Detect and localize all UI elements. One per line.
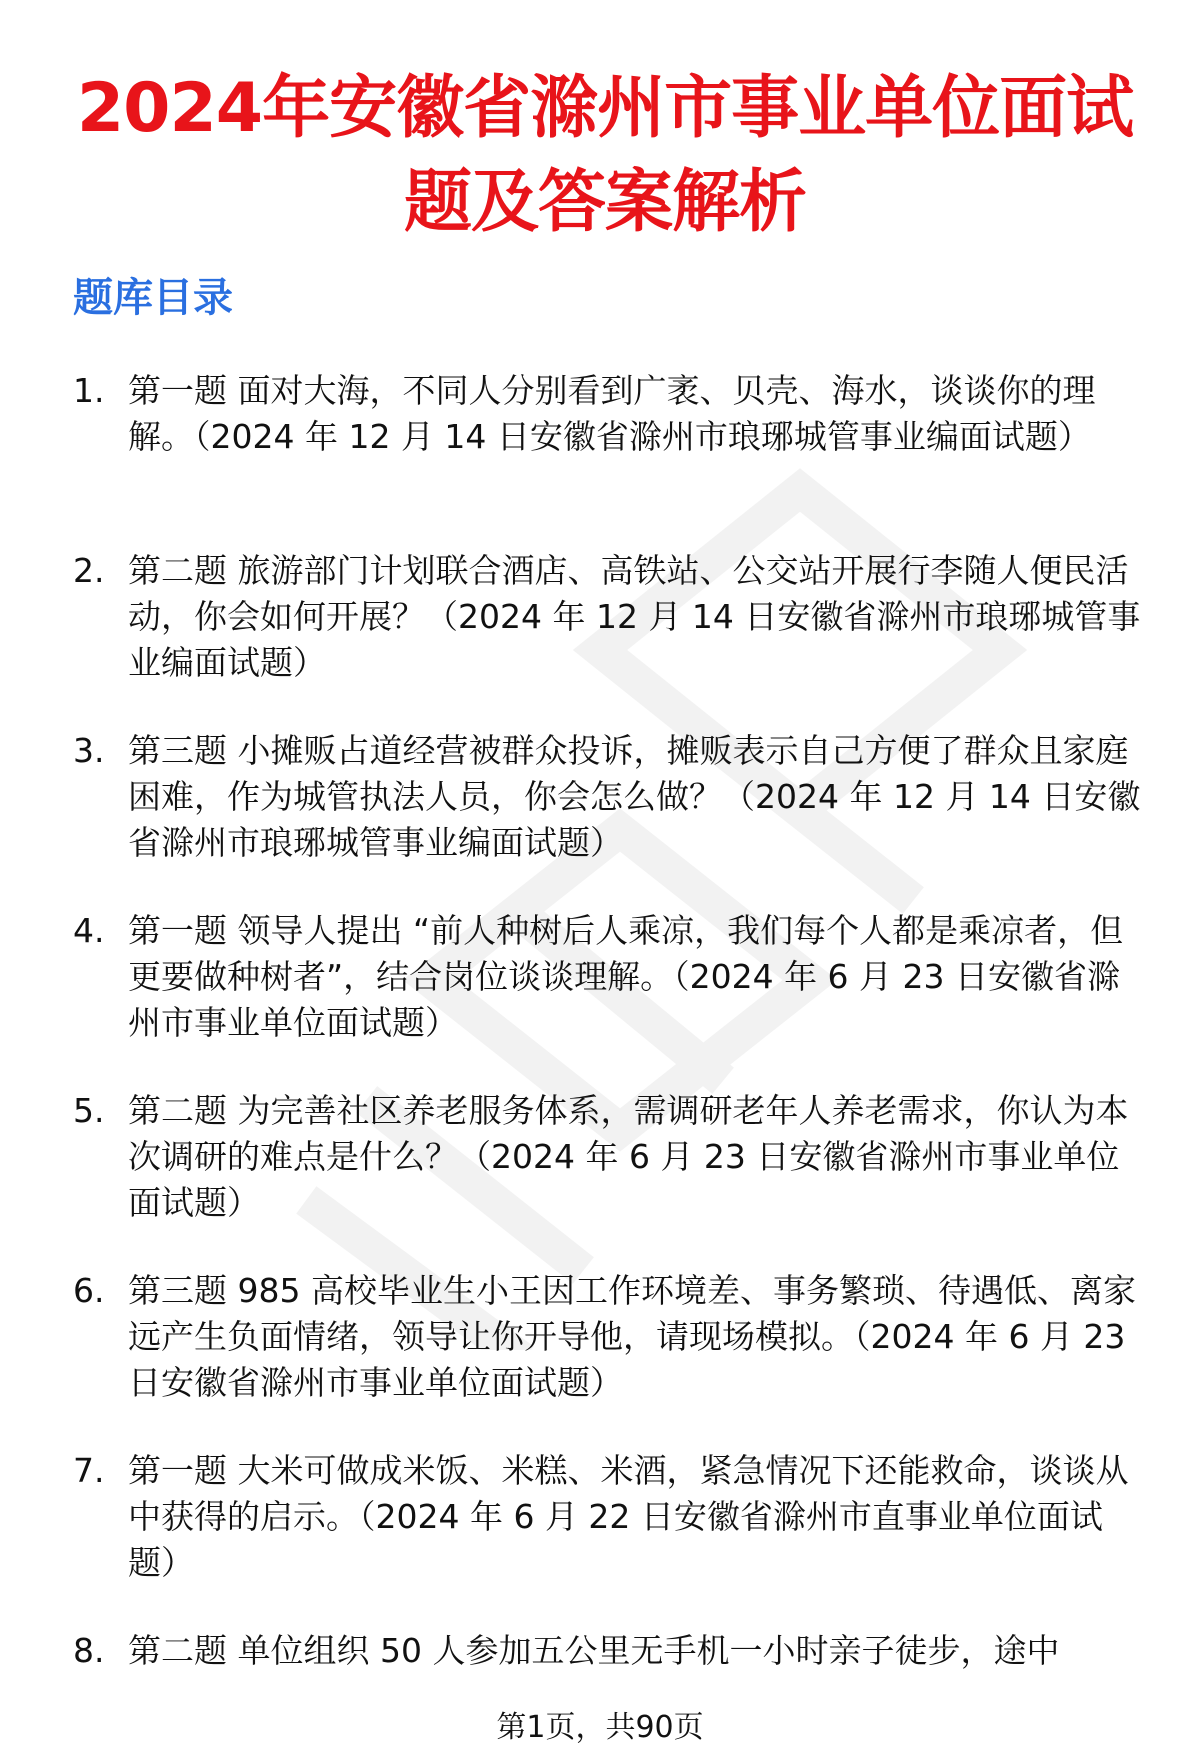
toc-item-number: 2. (73, 551, 105, 590)
toc-item-number: 3. (73, 731, 105, 770)
document-title: 2024年安徽省滁州市事业单位面试题及答案解析 (76, 69, 1134, 242)
toc-heading: 题库目录 (73, 275, 233, 321)
toc-item-7 (0, 1448, 1200, 1585)
toc-item-number: 4. (73, 911, 105, 950)
toc-item-text: 第三题 985 高校毕业生小王因工作环境差、事务繁琐、待遇低、离家远产生负面情绪，领导让你开导他，请现场模拟。（2024 年 6 月 23 日安徽省滁州市事业单位面试题） (128, 1271, 1136, 1402)
page-footer: 第1页，共90页 (496, 1710, 704, 1745)
toc-item-text: 第二题 旅游部门计划联合酒店、高铁站、公交站开展行李随人便民活动，你会如何开展？（2024 年 12 月 14 日安徽省滁州市琅琊城管事业编面试题） (128, 551, 1141, 682)
toc-item-4 (0, 908, 1200, 1045)
toc-item-number: 8. (73, 1631, 105, 1670)
toc-item-5 (0, 1088, 1200, 1225)
toc-item-1 (0, 368, 1200, 505)
toc-item-6 (0, 1268, 1200, 1405)
toc-list (0, 368, 1200, 1674)
toc-item-3 (0, 728, 1200, 865)
toc-item-text: 第二题 单位组织 50 人参加五公里无手机一小时亲子徒步，途中 (128, 1631, 1060, 1670)
toc-item-text: 第一题 大米可做成米饭、米糕、米酒，紧急情况下还能救命，谈谈从中获得的启示。（2024 年 6 月 22 日安徽省滁州市直事业单位面试题） (128, 1451, 1129, 1582)
toc-item-8 (0, 1628, 1200, 1674)
toc-item-text: 第二题 为完善社区养老服务体系，需调研老年人养老需求，你认为本次调研的难点是什么？（2024 年 6 月 23 日安徽省滁州市事业单位面试题） (128, 1091, 1129, 1222)
toc-item-number: 6. (73, 1271, 105, 1310)
toc-item-number: 1. (73, 371, 105, 410)
toc-item-number: 5. (73, 1091, 105, 1130)
toc-item-number: 7. (73, 1451, 105, 1490)
toc-item-text: 第三题 小摊贩占道经营被群众投诉，摊贩表示自己方便了群众且家庭困难，作为城管执法人员，你会怎么做？（2024 年 12 月 14 日安徽省滁州市琅琊城管事业编面试题） (128, 731, 1141, 862)
toc-item-text: 第一题 领导人提出 “前人种树后人乘凉，我们每个人都是乘凉者，但更要做种树者”，结合岗位谈谈理解。（2024 年 6 月 23 日安徽省滁州市事业单位面试题） (128, 911, 1124, 1042)
toc-item-2 (0, 548, 1200, 685)
toc-item-text: 第一题 面对大海，不同人分别看到广袤、贝壳、海水，谈谈你的理解。（2024 年 12 月 14 日安徽省滁州市琅琊城管事业编面试题） (128, 371, 1096, 456)
